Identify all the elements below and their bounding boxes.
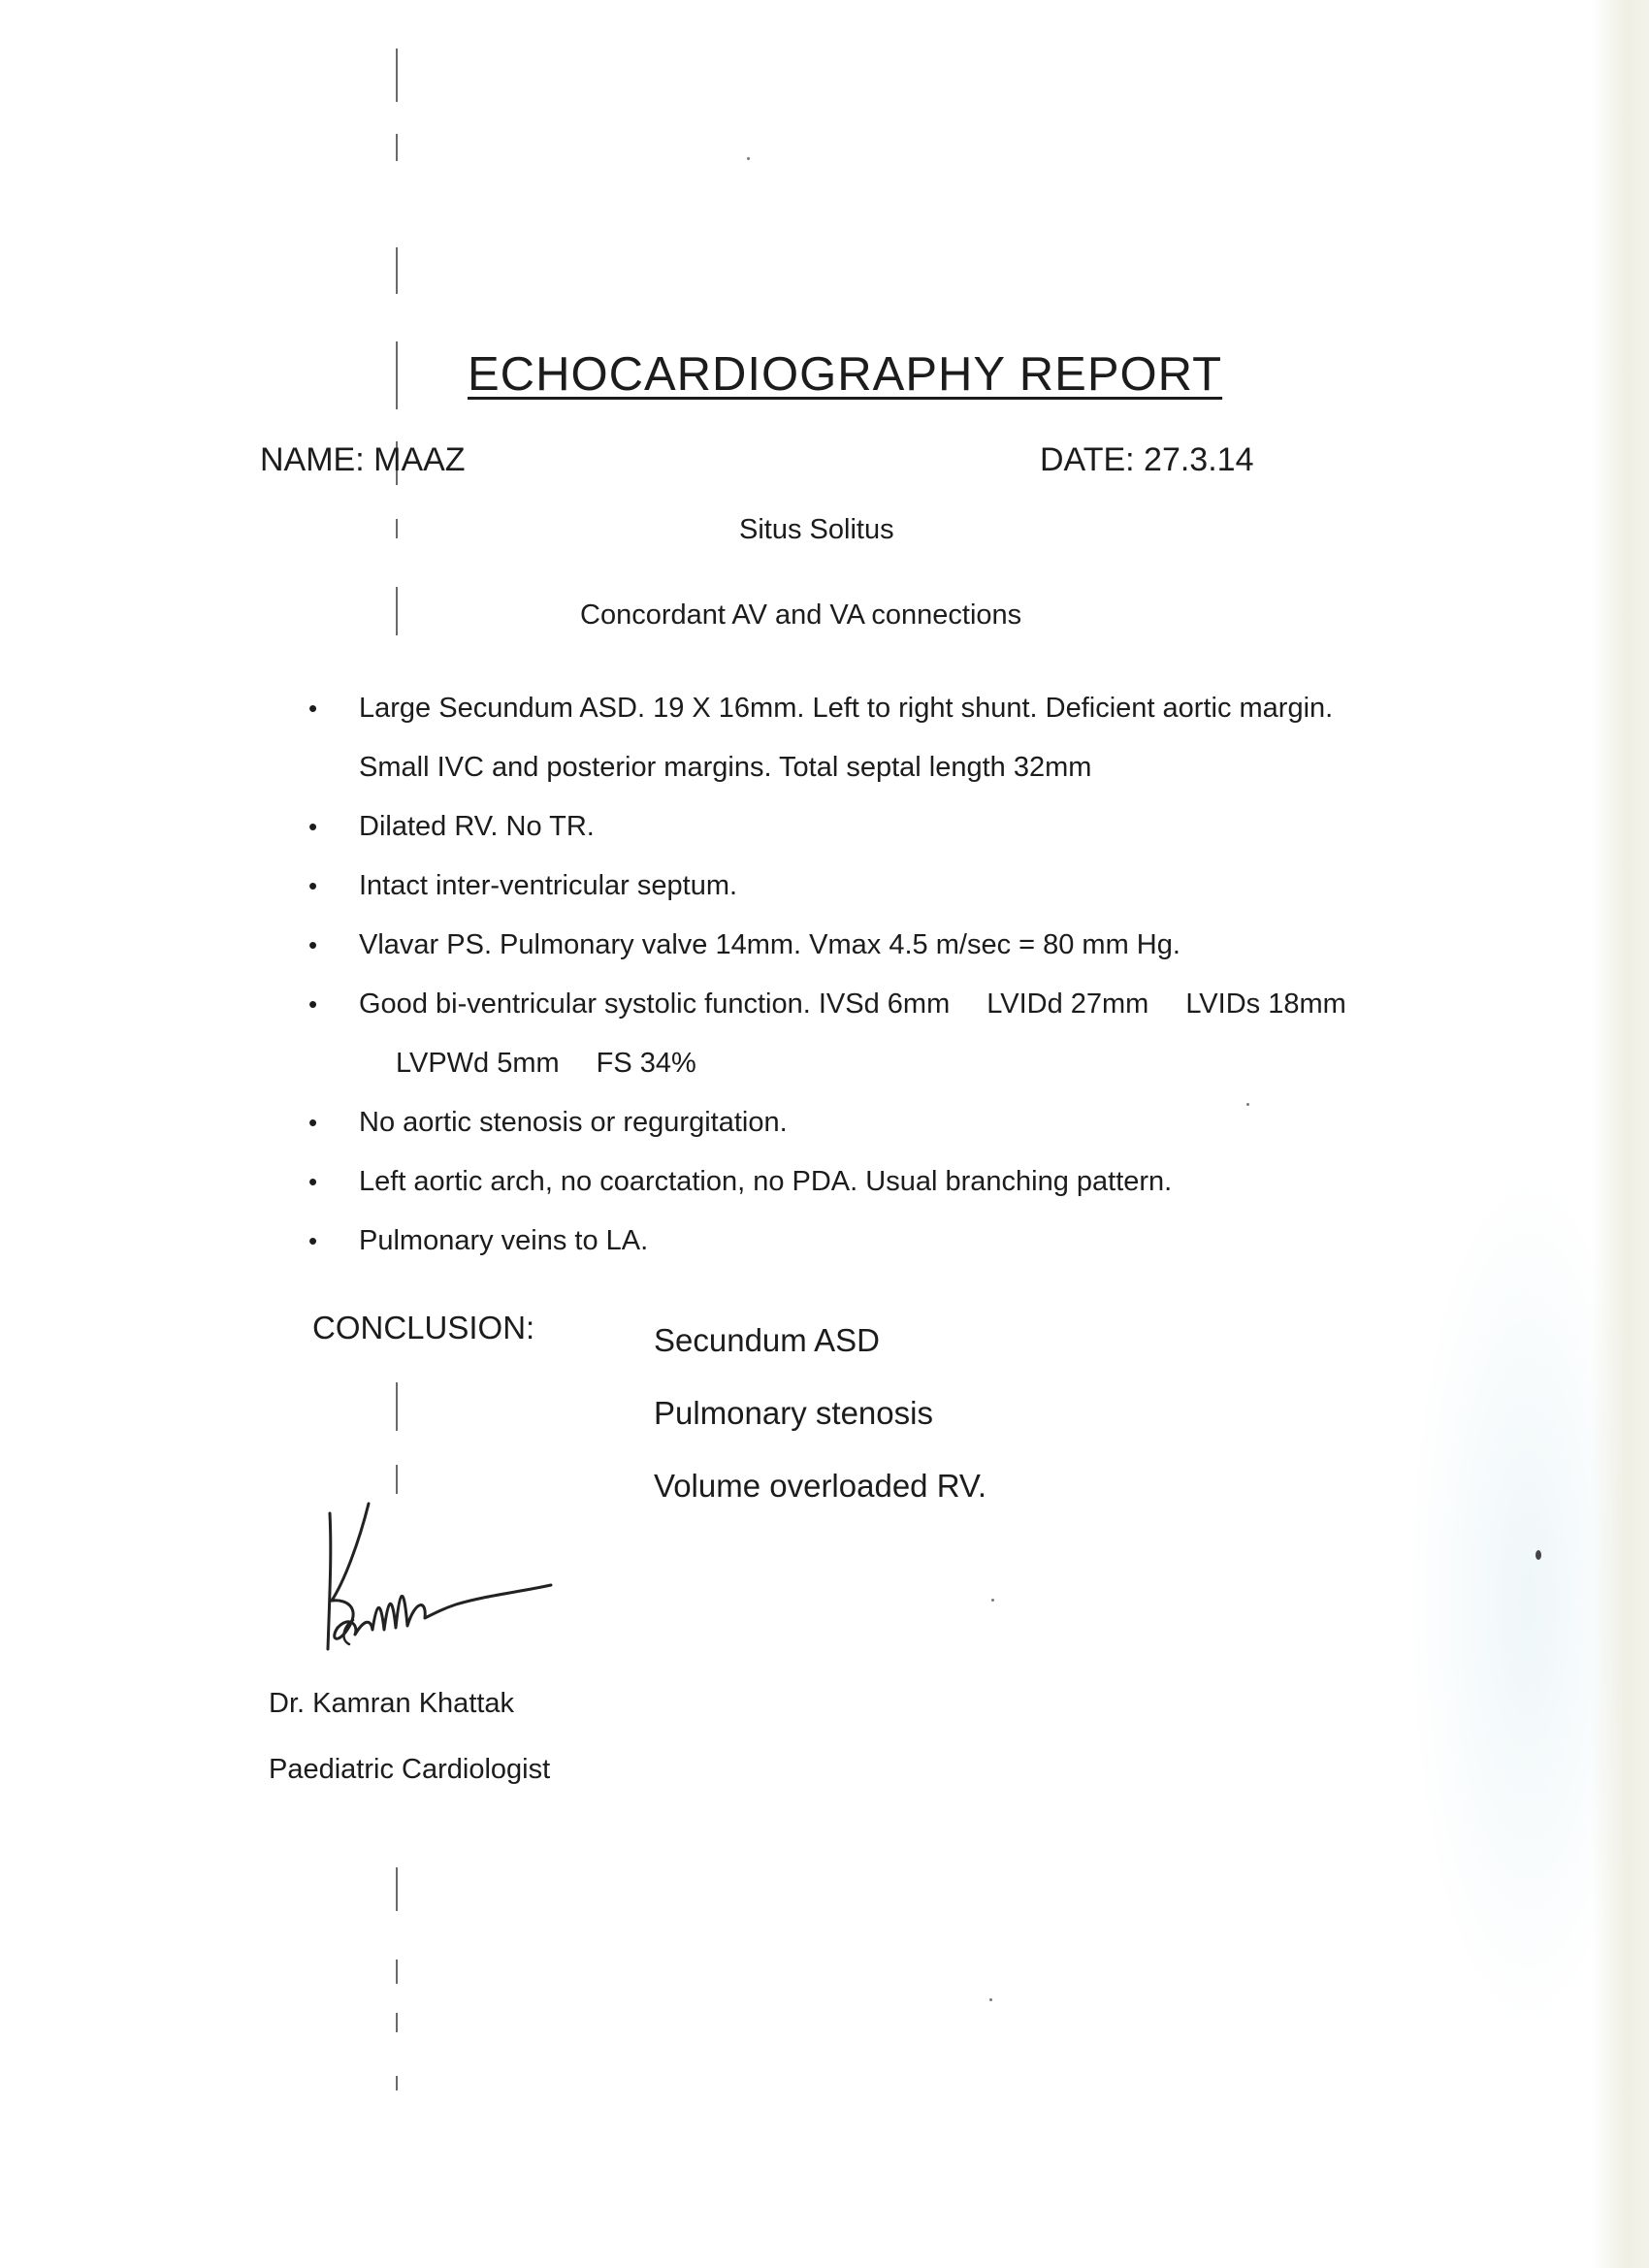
signatory-name: Dr. Kamran Khattak	[269, 1688, 515, 1719]
punch-line-segment	[396, 49, 398, 102]
punch-line-segment	[396, 134, 398, 161]
conclusion-item: Pulmonary stenosis	[654, 1395, 933, 1431]
measure-lvpwd: LVPWd 5mm	[396, 1048, 560, 1079]
findings-list	[301, 679, 1358, 1271]
punch-line-segment	[396, 1867, 398, 1911]
patient-name: NAME: MAAZ	[260, 441, 466, 478]
measure-lvidd: LVIDd 27mm	[986, 988, 1149, 1020]
punch-line-segment	[396, 1960, 398, 1984]
finding-item: • Pulmonary veins to LA.	[301, 1212, 1358, 1271]
signatory-role: Paediatric Cardiologist	[269, 1754, 551, 1785]
scan-speck	[747, 157, 750, 160]
scan-edge-shadow	[1591, 0, 1649, 2268]
signature-block	[269, 1670, 550, 1802]
punch-line-segment	[396, 519, 398, 538]
finding-item: • Large Secundum ASD. 19 X 16mm. Left to right shunt. Deficient aortic margin. Small IVC and posterior margins. Total septal length 32mm	[301, 679, 1358, 797]
connections-line: Concordant AV and VA connections	[580, 599, 1022, 631]
scan-speck	[989, 1998, 992, 2001]
scan-speck	[991, 1599, 994, 1602]
conclusion-label: CONCLUSION:	[312, 1310, 535, 1345]
punch-line-segment	[396, 341, 398, 409]
scan-speck	[1536, 1550, 1541, 1560]
conclusion-item: Secundum ASD	[654, 1322, 880, 1358]
punch-line-segment	[396, 2013, 398, 2032]
finding-item: • Intact inter-ventricular septum.	[301, 857, 1358, 916]
finding-item	[301, 975, 1358, 1093]
finding-item: • Dilated RV. No TR.	[301, 797, 1358, 857]
punch-line-segment	[396, 1382, 398, 1431]
conclusion-list	[654, 1304, 986, 1522]
punch-line-segment	[396, 247, 398, 294]
handwritten-signature	[291, 1484, 572, 1678]
finding-text: Good bi-ventricular systolic function. IVSd 6mm	[359, 988, 951, 1020]
situs-line: Situs Solitus	[739, 514, 894, 545]
punch-line-segment	[396, 587, 398, 635]
report-title: ECHOCARDIOGRAPHY REPORT	[468, 348, 1223, 401]
punch-line-segment	[396, 2076, 398, 2090]
finding-item: • Vlavar PS. Pulmonary valve 14mm. Vmax 4.5 m/sec = 80 mm Hg.	[301, 916, 1358, 975]
measure-lvids: LVIDs 18mm	[1185, 988, 1346, 1020]
conclusion-item: Volume overloaded RV.	[654, 1468, 987, 1504]
finding-item: • Left aortic arch, no coarctation, no PDA. Usual branching pattern.	[301, 1152, 1358, 1212]
finding-item: • No aortic stenosis or regurgitation.	[301, 1093, 1358, 1152]
report-date: DATE: 27.3.14	[1040, 441, 1254, 478]
measure-fs: FS 34%	[596, 1048, 696, 1079]
